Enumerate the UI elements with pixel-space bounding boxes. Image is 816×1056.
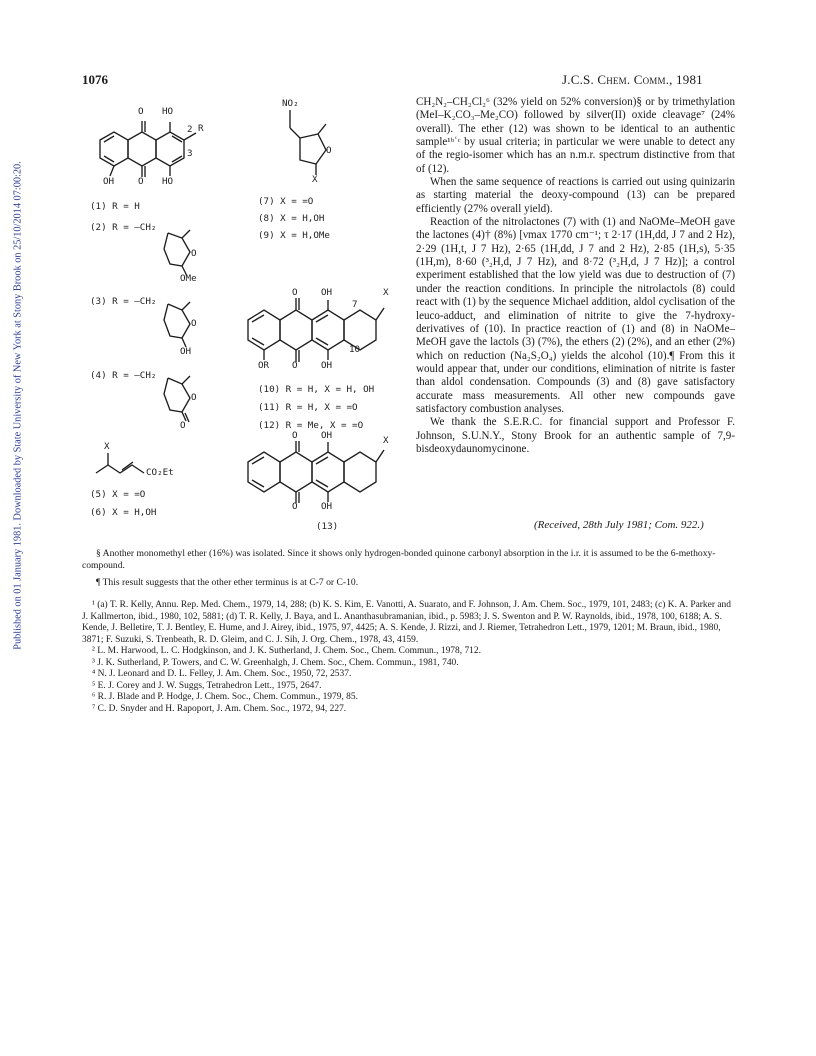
tetracycle-10-12-drawing (248, 298, 384, 362)
compound-label-7: (7) X = =O (258, 196, 314, 207)
reference-item: ⁴ N. J. Leonard and D. L. Felley, J. Am. Chem. Soc., 1950, 72, 2537. (92, 669, 352, 680)
compound-label-12: (12) R = Me, X = =O (258, 420, 364, 431)
compound-label-13: (13) (316, 521, 339, 532)
compound-label-3: (3) R = —CH₂ (90, 296, 157, 307)
atom-label-x: X (383, 287, 389, 298)
compound-label-11: (11) R = H, X = =O (258, 402, 358, 413)
reference-item: ¹ (a) T. R. Kelly, Annu. Rep. Med. Chem., 1979, 14, 288; (b) K. S. Kim, E. Vanotti, A. Suarato, and F. Johnson, J. Am. Chem. Soc., 1979, 101, 2483; (c) K. A. Parker and J. Kallmerton, ibid., 1980, 102, 5881; (d) T. R. Kelly, J. Baya, and L. Ananthasubramanian, ibid., p. 5983; J. S. Swenton and P. W. Raynolds, ibid., 1978, 100, 6188; A. S. Kende, J. Belletire, T. J. Bentley, E. Hume, and J. Airey, ibid., 1975, 97, 4425; A. S. Kende, J. Rizzi, and J. Riemer, Tetrahedron Lett., 1979, 1201; M. Braun, ibid., 1980, 3871; F. Suzuki, S. Trenbeath, R. D. Gleim, and C. J. Sih, J. Org. Chem., 1978, 43, 4159. (82, 600, 731, 645)
reference-item: ² L. M. Harwood, L. C. Hodgkinson, and J. K. Sutherland, J. Chem. Soc., Chem. Commun., 1978, 712. (92, 646, 481, 657)
footnote: ¶ This result suggests that the other ether terminus is at C-7 or C-10. (96, 577, 359, 588)
compound-label-9: (9) X = H,OMe (258, 230, 330, 241)
atom-label-ho: HO (162, 176, 174, 187)
reference-item: ³ J. K. Sutherland, P. Towers, and C. W. Greenhalgh, J. Chem. Soc., Chem. Commun., 1981, 740. (92, 657, 459, 668)
atom-label-ho: HO (162, 106, 174, 117)
reference-item: ⁵ E. J. Corey and J. W. Suggs, Tetrahedron Lett., 1975, 2647. (92, 680, 322, 691)
download-notice: Published on 01 January 1981. Downloaded by State University of New York at Stony Brook on 25/10/2014 07:00:20. (12, 161, 24, 650)
compound-label-6: (6) X = H,OH (90, 507, 157, 518)
reference-item: ⁶ R. J. Blade and P. Hodge, J. Chem. Soc., Chem. Commun., 1979, 85. (92, 692, 358, 703)
body-paragraph: When the same sequence of reactions is carried out using quinizarin as starting material the deoxy-compound (13) can be prepared efficiently (27% overall yield). (416, 176, 735, 215)
atom-label-o: O (292, 501, 298, 512)
atom-label-x: X (312, 174, 318, 185)
page-number: 1076 (82, 72, 108, 87)
atom-label-no2: NO₂ (282, 98, 299, 109)
ester-5-6-drawing (96, 453, 144, 473)
atom-label-o: O (292, 430, 298, 441)
atom-label-oh: OH (321, 287, 333, 298)
atom-label-2: 2 (187, 124, 193, 135)
compound-label-10: (10) R = H, X = H, OH (258, 384, 375, 395)
atom-label-10: 10 (349, 344, 361, 355)
body-text-column (416, 96, 735, 456)
atom-label-or: OR (258, 360, 270, 371)
nitro-lactone-7-9-drawing (290, 110, 326, 175)
tetracycle-13-drawing (248, 441, 384, 503)
side-chain-3-drawing (164, 302, 190, 347)
body-paragraph: CH₂N₂–CH₂Cl₂⁶ (32% yield on 52% conversion)§ or by trimethylation (MeI–K₂CO₃–Me₂CO) followed by silver(II) oxide cleavage⁷ (24% overall). The ether (12) was shown to be identical to an authentic sample¹ᵇʿᶜ by usual criteria; in particular we were unable to detect any of the regio-isomer which has an n.m.r. spectrum distinctive from that of (12). (416, 96, 735, 175)
atom-label-oh: OH (180, 346, 192, 357)
compound-label-5: (5) X = =O (90, 489, 146, 500)
atom-label-o: O (191, 392, 197, 403)
atom-label-x: X (104, 441, 110, 452)
atom-label-o: O (292, 360, 298, 371)
body-paragraph: Reaction of the nitrolactones (7) with (1) and NaOMe–MeOH gave the lactones (4)† (8%) [νmax 1770 cm⁻¹; τ 2·17 (1H,dd, J 7 and 2 Hz), 2·29 (1H,t, J 7 Hz), 2·65 (1H,dd, J 7 and 2 Hz), 2·85 (1H,s), 5·35 (1H,m), 8·60 (³₂H,d, J 7 Hz), and 8·72 (³₂H,d, J 7 Hz)]; a control experiment established that the low yield was due to destruction of (7) under the reaction conditions. In principle the nitrolactols (8) could react with (1) by the sequence Michael addition, aldol cyclisation of the leuco-adduct, and elimination of nitrite to give the 7-hydroxy-derivatives of (10). In practice reaction of (1) and (8) in NaOMe–MeOH gave the lactols (3) (7%), the ethers (2) (2%), and an ether (2%) which on reduction (Na₂S₂O₄) yields the alcohol (10).¶ From this it would appear that, under our conditions, elimination of nitrite is faster than aldol condensation. Compounds (3) and (8) gave satisfactory accurate mass measurements. All other new compounds gave satisfactory combustion analyses. (416, 216, 735, 415)
reference-item: ⁷ C. D. Snyder and H. Rapoport, J. Am. Chem. Soc., 1972, 94, 227. (92, 703, 347, 714)
atom-label-x: X (383, 435, 389, 446)
compound-label-8: (8) X = H,OH (258, 213, 325, 224)
atom-label-o: O (191, 318, 197, 329)
atom-label-o: O (326, 145, 332, 156)
references-list (82, 600, 735, 715)
atom-label-o: O (138, 176, 144, 187)
compound-label-2: (2) R = —CH₂ (90, 222, 157, 233)
journal-header: J.C.S. Chem. Comm., 1981 (562, 72, 703, 87)
footnote: § Another monomethyl ether (16%) was isolated. Since it shows only hydrogen-bonded quinone carbonyl absorption in the i.r. it is assumed to be the 6-methoxy-compound. (82, 548, 716, 571)
side-chain-2-drawing (164, 230, 190, 276)
atom-label-oh: OH (321, 501, 333, 512)
atom-label-7: 7 (352, 299, 358, 310)
atom-label-o: O (292, 287, 298, 298)
received-date: (Received, 28th July 1981; Com. 922.) (534, 519, 704, 531)
atom-label-o: O (191, 248, 197, 259)
compound-label-1: (1) R = H (90, 201, 140, 212)
atom-label-o: O (180, 420, 186, 431)
atom-label-o: O (138, 106, 144, 117)
anthraquinone-1-drawing (100, 121, 196, 177)
atom-label-oh: OH (321, 360, 333, 371)
side-chain-4-drawing (164, 376, 190, 422)
atom-label-ome: OMe (180, 273, 197, 284)
compound-label-4: (4) R = —CH₂ (90, 370, 157, 381)
footnotes (82, 548, 735, 594)
atom-label-co2et: CO₂Et (146, 467, 174, 478)
acknowledgement-paragraph: We thank the S.E.R.C. for financial support and Professor F. Johnson, S.U.N.Y., Stony Brook for an authentic sample of 7,9-bisdeoxydaunomycinone. (416, 416, 735, 455)
atom-label-r: R (198, 123, 204, 134)
atom-label-oh: OH (321, 430, 333, 441)
atom-label-oh: OH (103, 176, 115, 187)
atom-label-3: 3 (187, 148, 193, 159)
